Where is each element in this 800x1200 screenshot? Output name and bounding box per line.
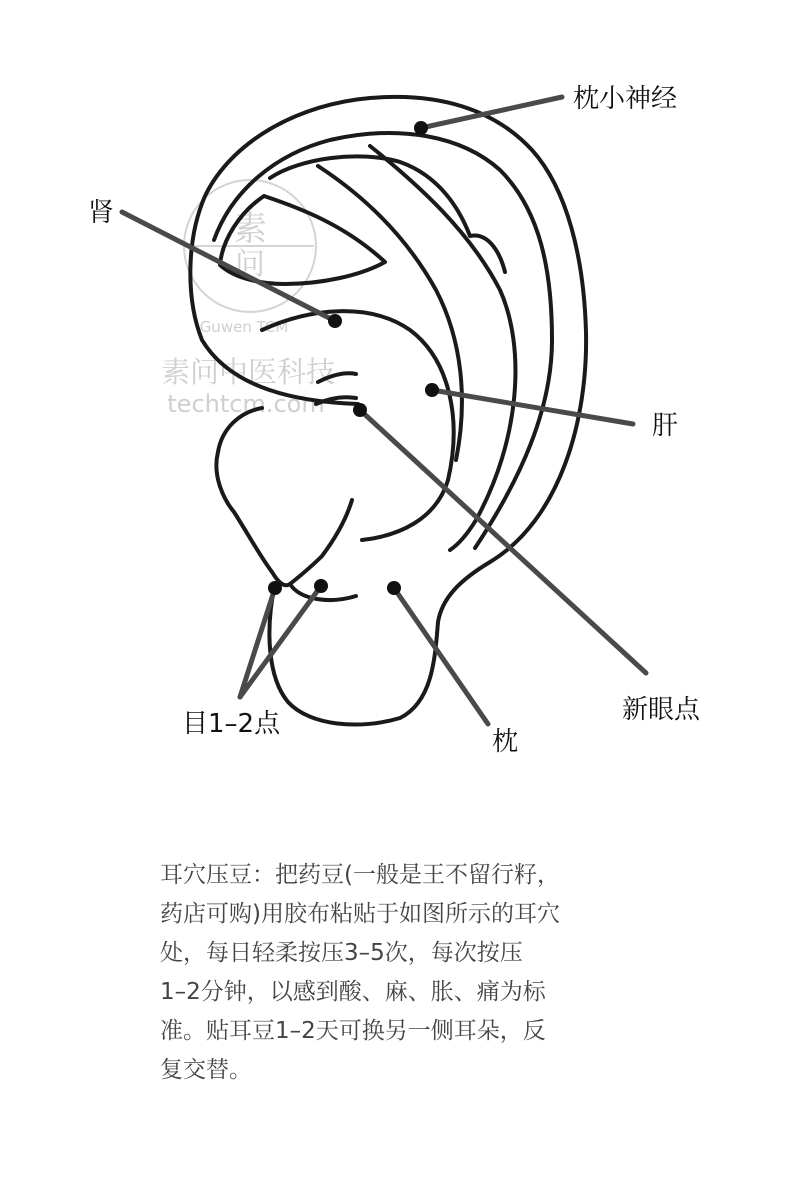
label-kidney: 肾 <box>88 198 115 228</box>
watermark-brand-en: Guwen TCM <box>199 318 289 336</box>
point-liver <box>425 383 439 397</box>
watermark-site: techtcm.com <box>167 390 325 418</box>
point-new-eye <box>353 403 367 417</box>
point-eye-1 <box>268 581 282 595</box>
ear-tragus <box>216 408 352 585</box>
ear-concha-rim <box>262 311 454 540</box>
caption-line: 药店可购)用胶布粘贴于如图所示的耳穴 <box>160 901 560 927</box>
caption-line: 1–2分钟，以感到酸、麻、胀、痛为标 <box>160 979 546 1005</box>
point-eye-2 <box>314 579 328 593</box>
caption-line: 复交替。 <box>160 1057 252 1083</box>
leader-eye-2 <box>240 586 321 697</box>
point-occipital-lesser-nerve <box>414 121 428 135</box>
caption-line: 准。贴耳豆1–2天可换另一侧耳朵，反 <box>160 1018 546 1044</box>
watermark-seal-char-2: 问 <box>235 247 265 282</box>
ear-concha-upper <box>270 156 505 272</box>
ear-outline <box>190 97 586 725</box>
label-eye-1-2: 目1–2点 <box>182 709 281 739</box>
instruction-caption <box>160 856 640 1090</box>
watermark-seal-char-1: 素 <box>233 209 267 249</box>
leader-kidney <box>122 212 335 321</box>
caption-line: 耳穴压豆：把药豆(一般是王不留行籽， <box>160 862 560 888</box>
label-liver: 肝 <box>652 411 679 441</box>
caption-line: 处，每日轻柔按压3–5次，每次按压 <box>160 940 523 966</box>
label-occiput: 枕 <box>492 727 519 757</box>
point-kidney <box>328 314 342 328</box>
label-new-eye-point: 新眼点 <box>622 695 701 725</box>
watermark-brand-cn: 素问中医科技 <box>160 355 336 389</box>
label-occipital-lesser-nerve: 枕小神经 <box>573 84 678 114</box>
point-occiput <box>387 581 401 595</box>
